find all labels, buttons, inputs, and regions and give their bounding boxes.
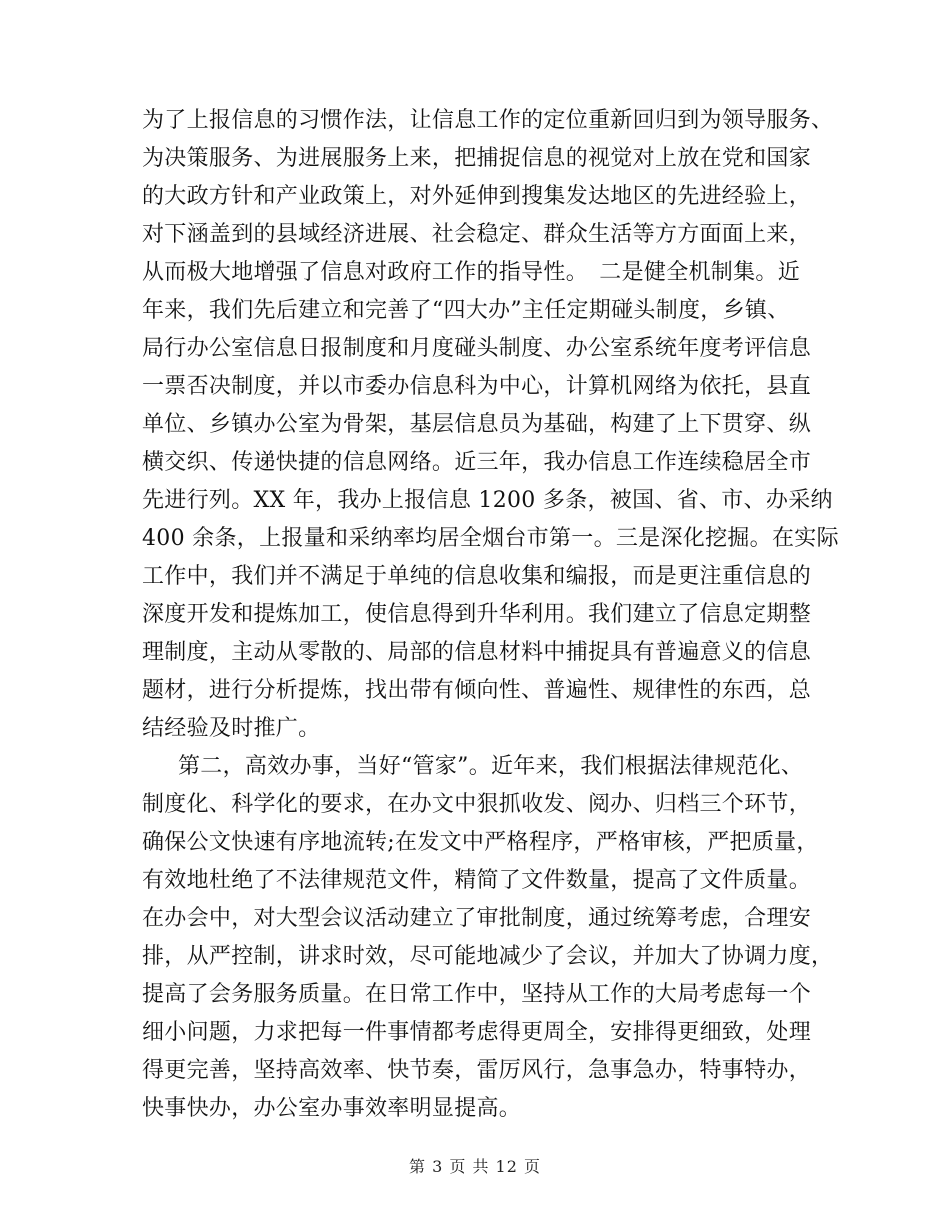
text-line: 400 余条，上报量和采纳率均居全烟台市第一。三是深化挖掘。在实际 [142, 526, 839, 551]
text-line: 年来，我们先后建立和完善了“四大办”主任定期碰头制度，乡镇、 [142, 298, 790, 323]
text-line: 深度开发和提炼加工，使信息得到升华利用。我们建立了信息定期整 [142, 602, 812, 627]
text-line: 结经验及时推广。 [142, 716, 321, 741]
text-line: 题材，进行分析提炼，找出带有倾向性、普遍性、规律性的东西，总 [142, 678, 812, 703]
text-line: 先进行列。XX 年，我办上报信息 1200 多条，被国、省、市、办采纳 [142, 488, 833, 513]
document-body [142, 102, 842, 1128]
text-line: 横交织、传递快捷的信息网络。近三年，我办信息工作连续稳居全市 [142, 450, 812, 475]
paragraph-start-line: 第二，高效办事，当好“管家”。近年来，我们根据法律规范化、 [178, 754, 804, 779]
text-line: 制度化、科学化的要求，在办文中狠抓收发、阅办、归档三个环节， [142, 792, 812, 817]
text-line: 从而极大地增强了信息对政府工作的指导性。 二是健全机制集。近 [142, 260, 801, 285]
text-line: 的大政方针和产业政策上，对外延伸到搜集发达地区的先进经验上， [142, 184, 812, 209]
text-line: 理制度，主动从零散的、局部的信息材料中捕捉具有普遍意义的信息 [142, 640, 812, 665]
text-line: 提高了会务服务质量。在日常工作中，坚持从工作的大局考虑每一个 [142, 982, 812, 1007]
text-line: 得更完善，坚持高效率、快节奏，雷厉风行，急事急办，特事特办， [142, 1058, 812, 1083]
text-line: 细小问题，力求把每一件事情都考虑得更周全，安排得更细致，处理 [142, 1020, 812, 1045]
text-line: 有效地杜绝了不法律规范文件，精简了文件数量，提高了文件质量。 [142, 868, 812, 893]
text-line: 确保公文快速有序地流转;在发文中严格程序，严格审核，严把质量， [142, 830, 819, 855]
text-line: 单位、乡镇办公室为骨架，基层信息员为基础，构建了上下贯穿、纵 [142, 412, 812, 437]
text-line: 局行办公室信息日报制度和月度碰头制度、办公室系统年度考评信息 [142, 336, 812, 361]
text-line: 工作中，我们并不满足于单纯的信息收集和编报，而是更注重信息的 [142, 564, 812, 589]
page-number-footer: 第 3 页 共 12 页 [409, 1157, 541, 1176]
text-line: 一票否决制度，并以市委办信息科为中心，计算机网络为依托，县直 [142, 374, 812, 399]
text-line: 为决策服务、为进展服务上来，把捕捉信息的视觉对上放在党和国家 [142, 146, 812, 171]
text-line: 对下涵盖到的县域经济进展、社会稳定、群众生活等方方面面上来， [142, 222, 812, 247]
text-line: 在办会中，对大型会议活动建立了审批制度，通过统筹考虑，合理安 [142, 906, 812, 931]
text-line: 排，从严控制，讲求时效，尽可能地减少了会议，并加大了协调力度， [142, 944, 834, 969]
text-line: 为了上报信息的习惯作法，让信息工作的定位重新回归到为领导服务、 [142, 108, 834, 133]
text-line: 快事快办，办公室办事效率明显提高。 [142, 1096, 522, 1121]
